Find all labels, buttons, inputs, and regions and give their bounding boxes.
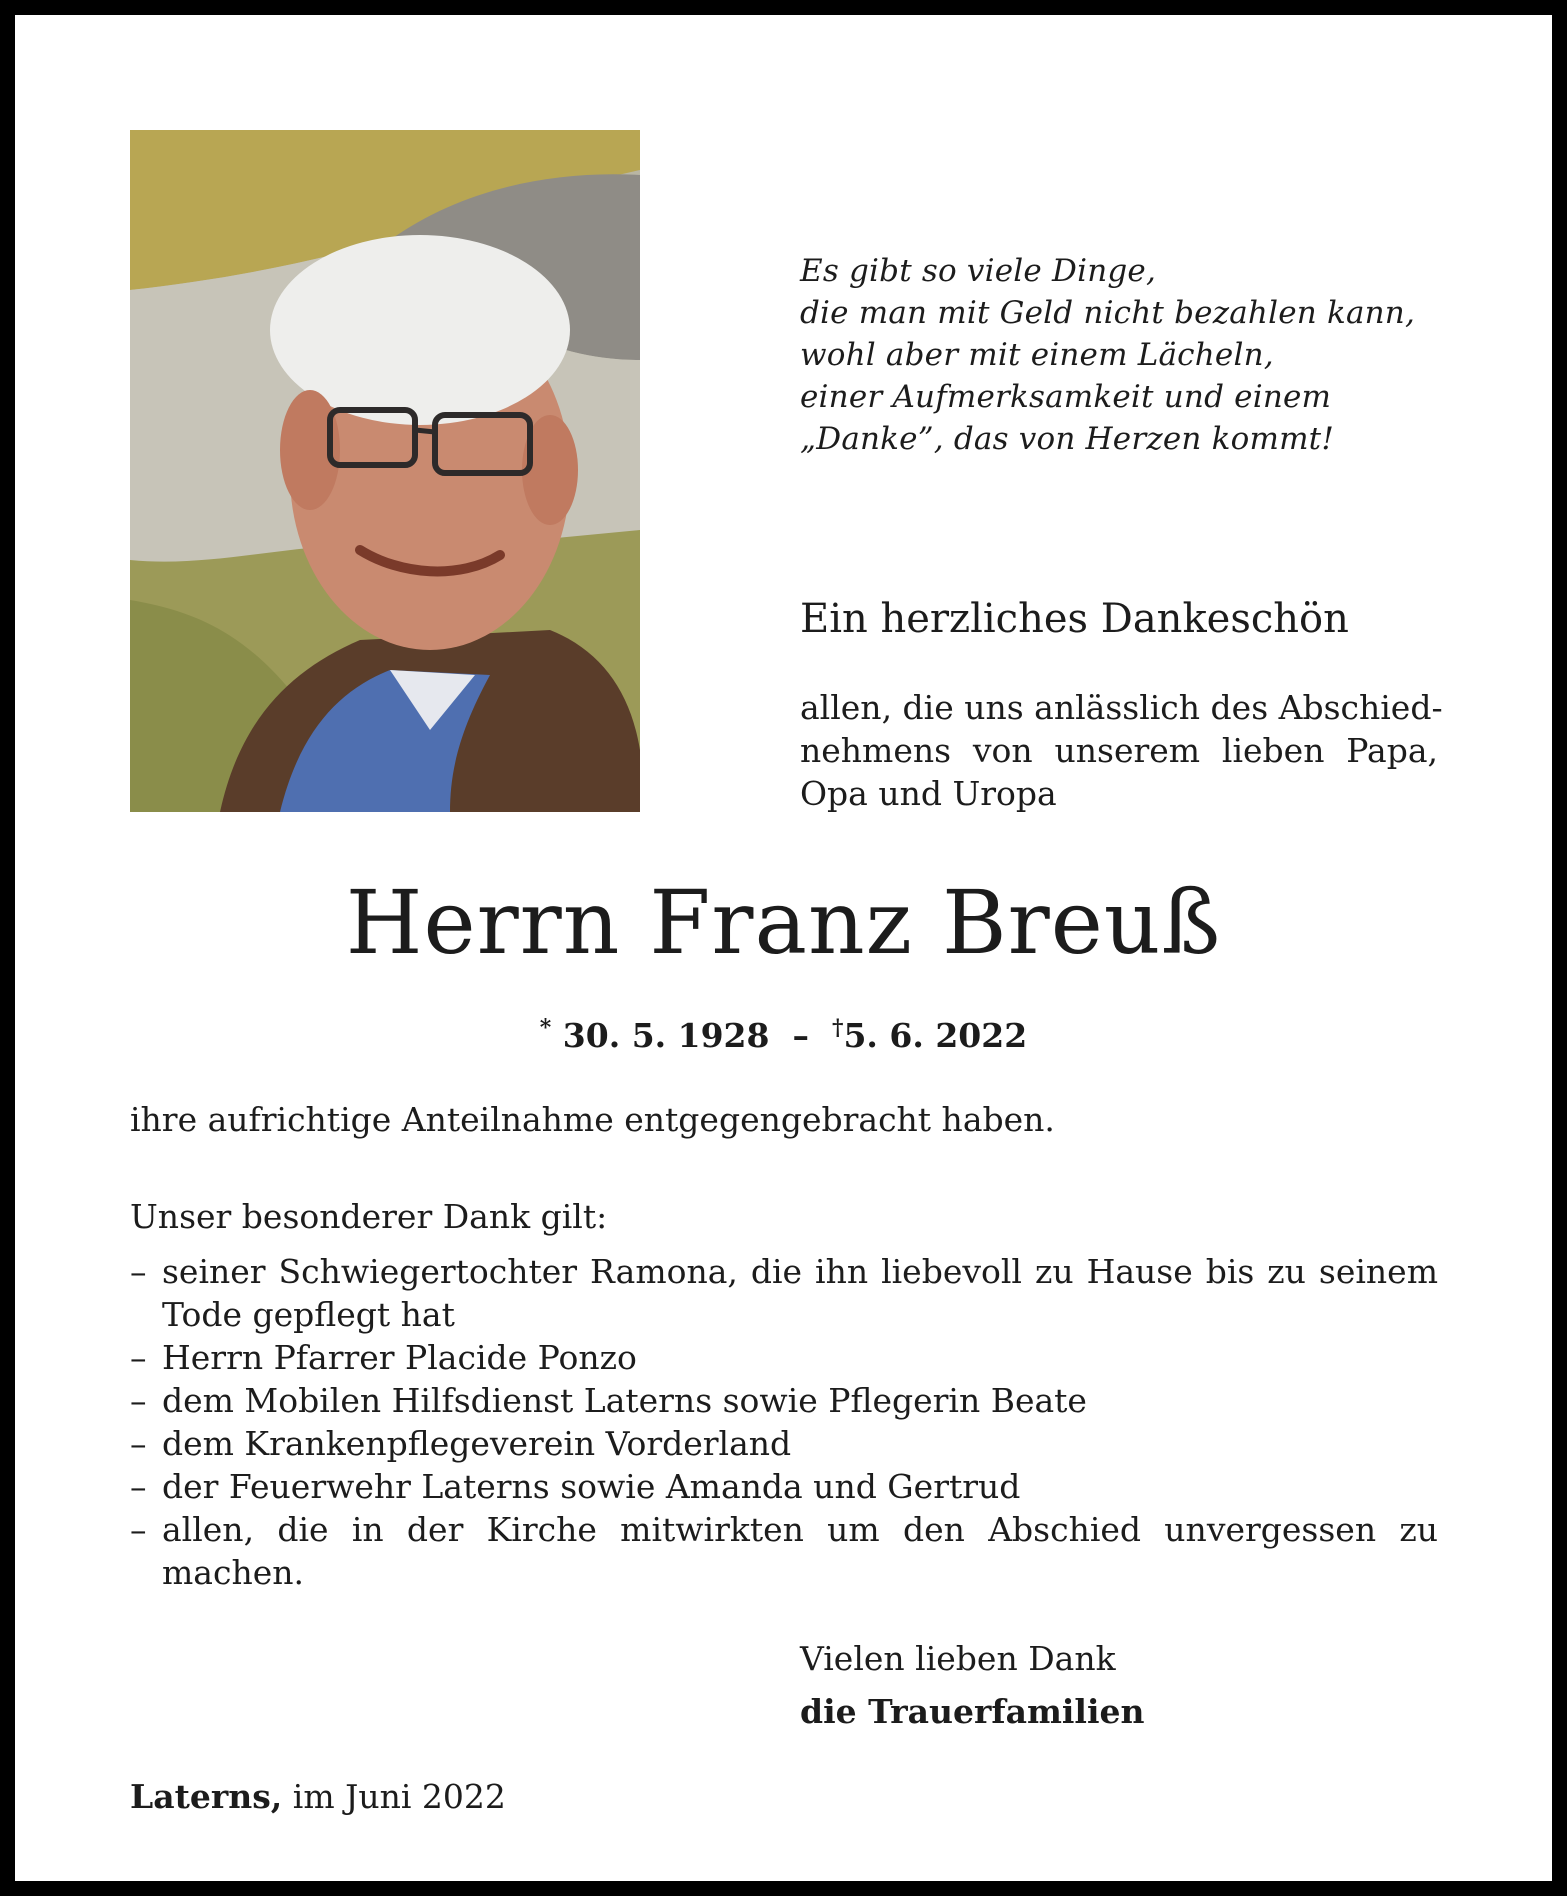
portrait-photo: [130, 130, 640, 812]
dash: –: [130, 1381, 147, 1420]
date: im Juni 2022: [292, 1777, 506, 1816]
dash: –: [130, 1424, 147, 1463]
deceased-name: Herrn Franz Breuß: [345, 871, 1222, 974]
list-item-text: der Feuerwehr Laterns sowie Amanda und Gertrud: [162, 1467, 1021, 1506]
thanks-intro-line: Opa und Uropa: [800, 774, 1057, 813]
list-item: [130, 1508, 1438, 1594]
list-item-text: Herrn Pfarrer Placide Ponzo: [162, 1338, 637, 1377]
special-thanks-heading: Unser besonderer Dank gilt:: [130, 1197, 608, 1236]
list-item-text: dem Krankenpflegeverein Vorderland: [162, 1424, 792, 1463]
thanks-intro-line: nehmens von unserem lieben Papa,: [800, 731, 1438, 770]
birth-symbol: *: [539, 1015, 552, 1041]
poem-line: einer Aufmerksamkeit und einem: [800, 379, 1332, 415]
list-item: [130, 1250, 1438, 1336]
dash: –: [130, 1510, 147, 1549]
list-item-text: dem Mobilen Hilfsdienst Laterns sowie Pflegerin Beate: [162, 1381, 1087, 1420]
poem-line: die man mit Geld nicht bezahlen kann,: [800, 295, 1416, 331]
list-item: [130, 1465, 1438, 1508]
dash: –: [130, 1252, 147, 1291]
birth-date: 30. 5. 1928: [562, 1016, 770, 1055]
list-item: [130, 1336, 1438, 1379]
life-dates: [0, 1006, 1567, 1058]
list-item-text: seiner Schwiegertochter Ramona, die ihn liebevoll zu Hause bis zu seinem Tode gepflegt hat: [162, 1252, 1438, 1334]
death-date: 5. 6. 2022: [843, 1016, 1028, 1055]
place-date: [130, 1775, 506, 1819]
poem: [800, 250, 1500, 460]
thanks-intro-line: allen, die uns anlässlich des Abschied-: [800, 688, 1443, 727]
special-thanks-list: [130, 1250, 1438, 1594]
poem-line: wohl aber mit einem Lächeln,: [800, 337, 1274, 373]
list-item: [130, 1379, 1438, 1422]
thanks-heading: Ein herzliches Dankeschön: [800, 596, 1349, 642]
place: Laterns,: [130, 1777, 283, 1816]
thanks-intro: [800, 686, 1443, 815]
poem-line: „Danke”, das von Herzen kommt!: [800, 421, 1334, 457]
death-symbol: †: [831, 1015, 844, 1041]
family-signature: die Trauerfamilien: [800, 1692, 1145, 1731]
closing-line: Vielen lieben Dank: [800, 1639, 1116, 1678]
sympathy-line: ihre aufrichtige Anteilnahme entgegengebracht haben.: [130, 1100, 1055, 1139]
date-separator: –: [792, 1016, 809, 1055]
dash: –: [130, 1338, 147, 1377]
poem-line: Es gibt so viele Dinge,: [800, 253, 1156, 289]
dash: –: [130, 1467, 147, 1506]
list-item-text: allen, die in der Kirche mitwirkten um den Abschied unvergessen zu machen.: [162, 1510, 1438, 1592]
list-item: [130, 1422, 1438, 1465]
